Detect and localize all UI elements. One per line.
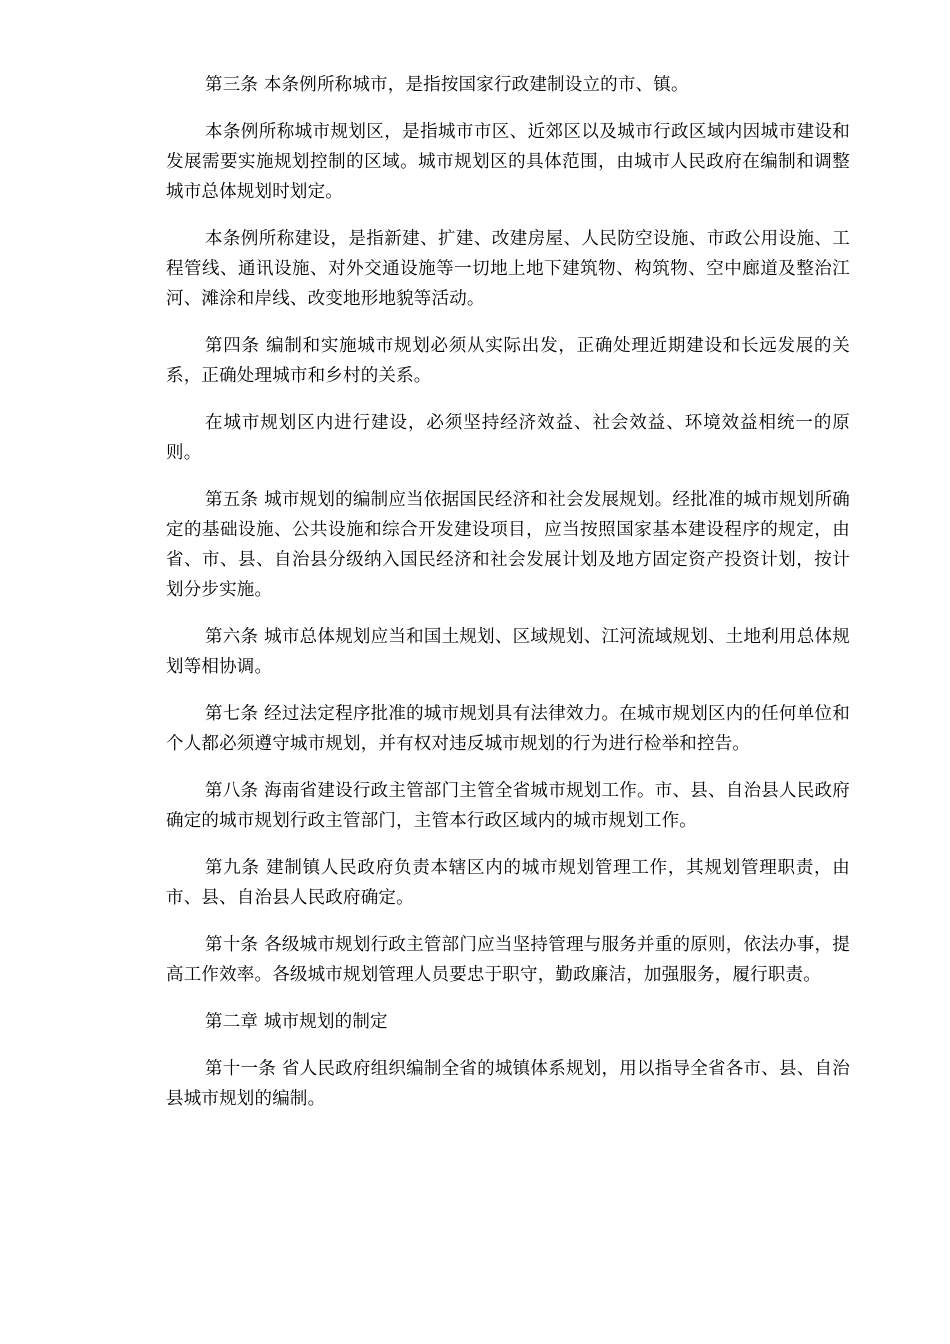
document-body: [166, 70, 850, 1131]
article-3: 第三条 本条例所称城市，是指按国家行政建制设立的市、镇。: [205, 75, 689, 95]
article-9: 第九条 建制镇人民政府负责本辖区内的城市规划管理工作，其规划管理职责，由市、县、自治县人民政府确定。: [166, 858, 850, 908]
article-3-clause-planning-area: 本条例所称城市规划区，是指城市市区、近郊区以及城市行政区域内因城市建设和发展需要实施规划控制的区域。城市规划区的具体范围，由城市人民政府在编制和调整城市总体规划时划定。: [166, 122, 850, 202]
article-10: 第十条 各级城市规划行政主管部门应当坚持管理与服务并重的原则，依法办事，提高工作效率。各级城市规划管理人员要忠于职守，勤政廉洁，加强服务，履行职责。: [166, 935, 850, 985]
article-7: 第七条 经过法定程序批准的城市规划具有法律效力。在城市规划区内的任何单位和个人都必须遵守城市规划，并有权对违反城市规划的行为进行检举和控告。: [166, 704, 850, 754]
article-5: 第五条 城市规划的编制应当依据国民经济和社会发展规划。经批准的城市规划所确定的基础设施、公共设施和综合开发建设项目，应当按照国家基本建设程序的规定，由省、市、县、自治县分级纳入国民经济和社会发展计划及地方固定资产投资计划，按计划分步实施。: [166, 490, 850, 600]
article-4: 第四条 编制和实施城市规划必须从实际出发，正确处理近期建设和长远发展的关系，正确处理城市和乡村的关系。: [166, 336, 850, 386]
article-3-clause-construction: 本条例所称建设，是指新建、扩建、改建房屋、人民防空设施、市政公用设施、工程管线、通讯设施、对外交通设施等一切地上地下建筑物、构筑物、空中廊道及整治江河、滩涂和岸线、改变地形地貌等活动。: [166, 229, 850, 309]
article-8: 第八条 海南省建设行政主管部门主管全省城市规划工作。市、县、自治县人民政府确定的城市规划行政主管部门，主管本行政区域内的城市规划工作。: [166, 781, 850, 831]
article-11: 第十一条 省人民政府组织编制全省的城镇体系规划，用以指导全省各市、县、自治县城市规划的编制。: [166, 1059, 850, 1109]
article-4-clause-benefits: 在城市规划区内进行建设，必须坚持经济效益、社会效益、环境效益相统一的原则。: [166, 413, 850, 463]
chapter-2-heading: 第二章 城市规划的制定: [205, 1012, 388, 1032]
article-6: 第六条 城市总体规划应当和国土规划、区域规划、江河流域规划、土地利用总体规划等相协调。: [166, 627, 850, 677]
